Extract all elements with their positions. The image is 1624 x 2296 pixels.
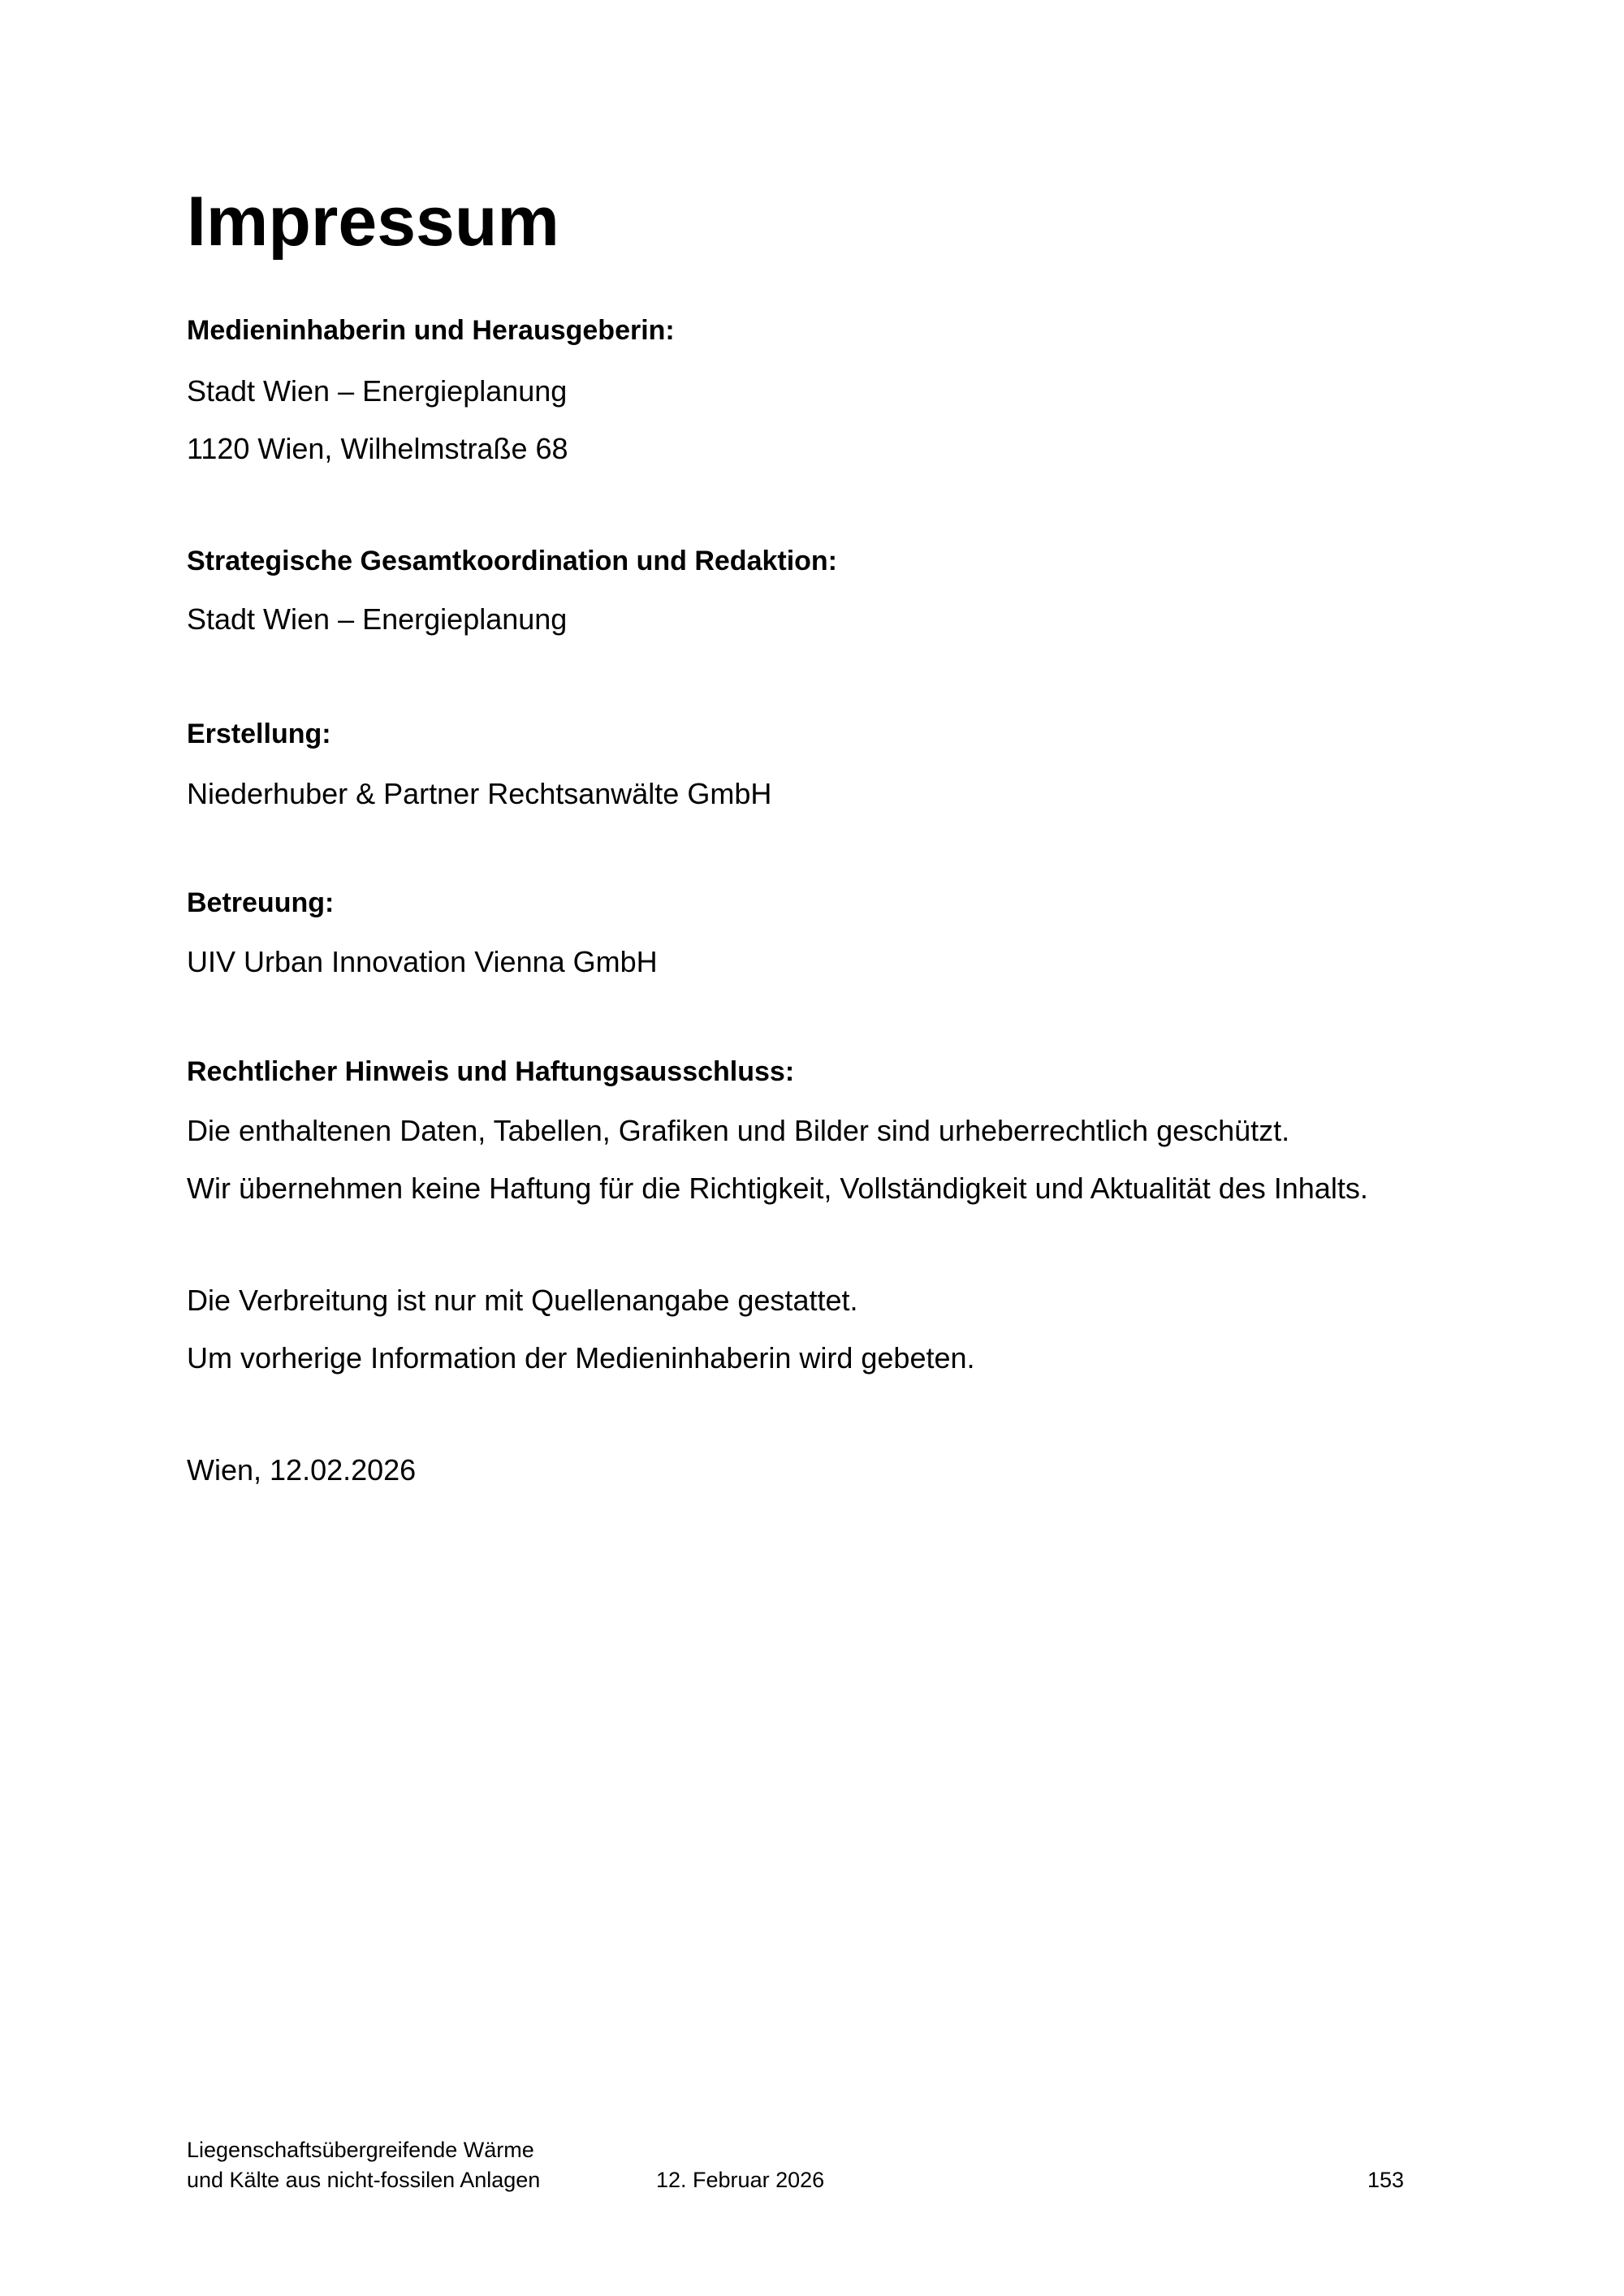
page-title: Impressum [187, 183, 559, 261]
section-line: 1120 Wien, Wilhelmstraße 68 [187, 432, 568, 465]
footer-document-title-line2: und Kälte aus nicht-fossilen Anlagen [187, 2168, 541, 2192]
footer-date: 12. Februar 2026 [656, 2168, 825, 2192]
footer-document-title-line1: Liegenschaftsübergreifende Wärme [187, 2138, 534, 2162]
information-request-notice: Um vorherige Information der Medieninhaberin wird gebeten. [187, 1341, 975, 1375]
section-heading-creation: Erstellung: [187, 719, 331, 749]
place-date: Wien, 12.02.2026 [187, 1453, 417, 1487]
section-line: Stadt Wien – Energieplanung [187, 374, 568, 408]
section-heading-legal-notice: Rechtlicher Hinweis und Haftungsausschluss: [187, 1056, 795, 1087]
section-heading-coordination: Strategische Gesamtkoordination und Redaktion: [187, 546, 838, 576]
section-line: Wir übernehmen keine Haftung für die Richtigkeit, Vollständigkeit und Aktualität des Inhalts. [187, 1172, 1368, 1205]
section-heading-publisher: Medieninhaberin und Herausgeberin: [187, 315, 675, 346]
page-number: 153 [1367, 2168, 1405, 2192]
section-line: Stadt Wien – Energieplanung [187, 602, 568, 636]
section-line: Die enthaltenen Daten, Tabellen, Grafiken und Bilder sind urheberrechtlich geschützt. [187, 1114, 1290, 1147]
distribution-notice: Die Verbreitung ist nur mit Quellenangabe gestattet. [187, 1284, 858, 1317]
section-line: Niederhuber & Partner Rechtsanwälte GmbH [187, 777, 772, 810]
section-line: UIV Urban Innovation Vienna GmbH [187, 945, 658, 978]
section-heading-support: Betreuung: [187, 887, 335, 918]
